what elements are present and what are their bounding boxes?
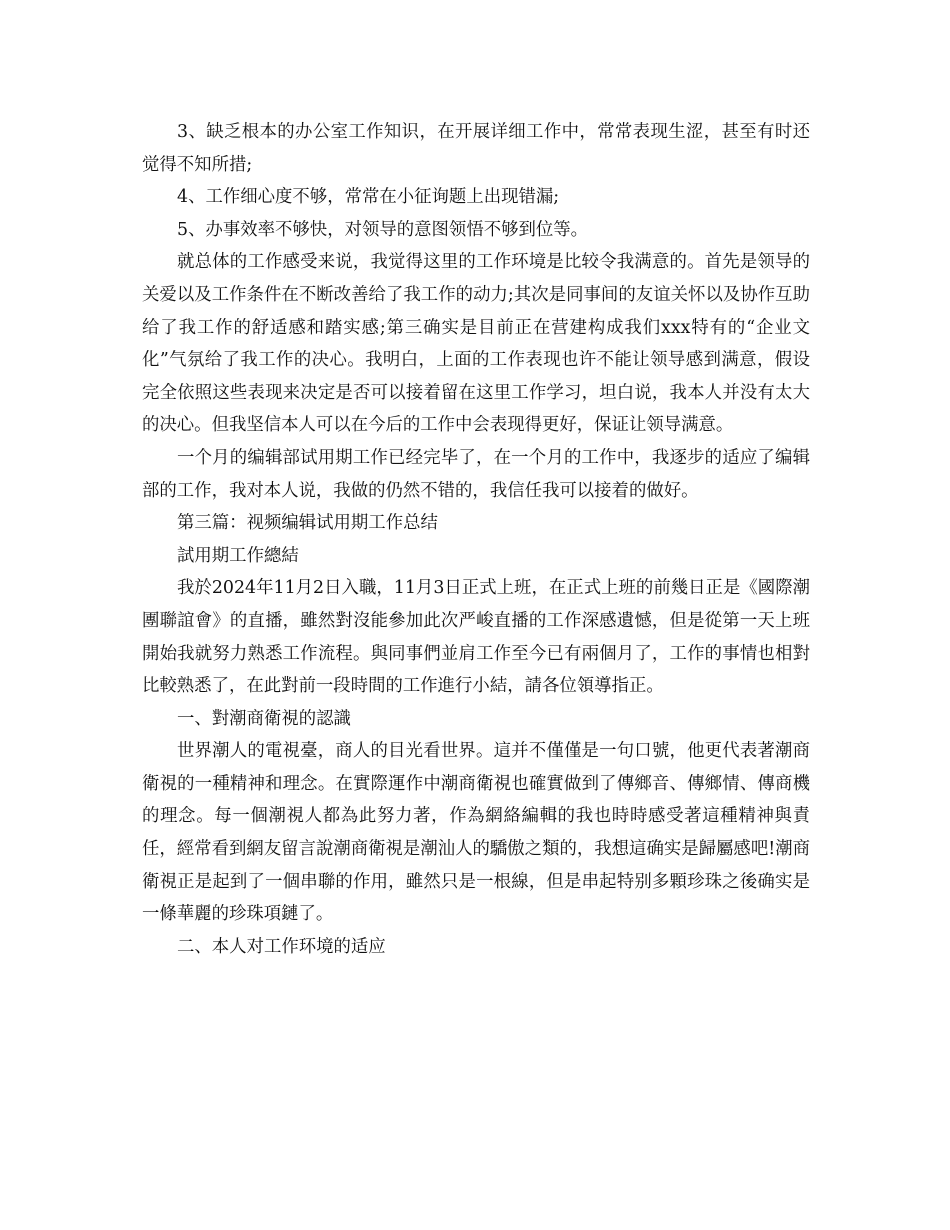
section-heading: 二、本人对工作环境的适应 [177,936,386,957]
paragraph: 5、办事效率不够快，对领导的意图领悟不够到位等。 [177,219,589,240]
paragraph: 3、缺乏根本的办公室工作知识，在开展详细工作中，常常表现生涩，甚至有时还觉得不知所措; [142,122,810,175]
paragraph: 世界潮人的電視臺，商人的目光看世界。這并不僅僅是一句口號，他更代表著潮商衛視的一種精神和理念。在實際運作中潮商衛視也確實做到了傳鄉音、傳鄉情、傳商機的理念。每一個潮視人都為此努力著，作為網絡編輯的我也時時感受著這種精神與責任，經常看到網友留言說潮商衛視是潮汕人的驕傲之類的，我想這确实是歸屬感吧!潮商衛視正是起到了一個串聯的作用，雖然只是一根線，但是串起特别多顆珍珠之後确实是一條華麗的珍珠項鏈了。 [142,741,810,925]
document-body [142,116,810,963]
paragraph: 一个月的编辑部试用期工作已经完毕了，在一个月的工作中，我逐步的适应了编辑部的工作，我对本人说，我做的仍然不错的，我信任我可以接着的做好。 [142,447,810,501]
section-heading: 試用期工作總結 [177,545,299,566]
paragraph: 就总体的工作感受来说，我觉得这里的工作环境是比较令我满意的。首先是领导的关爱以及工作条件在不断改善给了我工作的动力;其次是同事间的友谊关怀以及协作互助给了我工作的舒适感和踏实感;第三确实是目前正在营建构成我们xxx特有的“企业文化”气氛给了我工作的决心。我明白，上面的工作表现也许不能让领导感到满意，假设完全依照这些表现来决定是否可以接着留在这里工作学习，坦白说，我本人并没有太大的决心。但我坚信本人可以在今后的工作中会表现得更好，保证让领导满意。 [142,252,810,436]
paragraph: 我於2024年11月2日入職，11月3日正式上班，在正式上班的前幾日正是《國際潮團聯誼會》的直播，雖然對沒能參加此次严峻直播的工作深感遺憾，但是從第一天上班開始我就努力熟悉工作流程。與同事們並肩工作至今已有兩個月了，工作的事情也相對比較熟悉了，在此對前一段時間的工作進行小結，請各位領導指正。 [142,578,810,697]
paragraph: 4、工作细心度不够，常常在小征询题上出现错漏; [177,187,560,208]
section-heading: 第三篇：视频编辑试用期工作总结 [177,513,438,534]
section-heading: 一、對潮商衛視的認識 [177,708,351,729]
